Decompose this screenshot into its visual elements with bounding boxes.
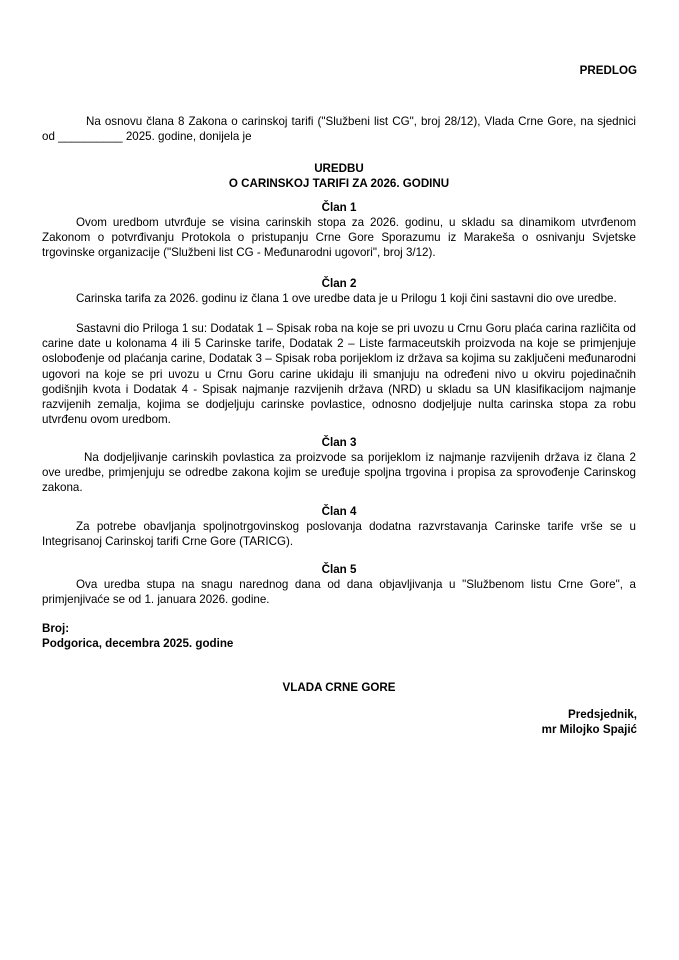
place-date: Podgorica, decembra 2025. godine (42, 637, 234, 650)
article-3-heading: Član 3 (321, 436, 357, 449)
article-2-paragraph-2: Sastavni dio Priloga 1 su: Dodatak 1 – Spisak roba na koje se pri uvozu u Crnu Goru plaća carina različita od carine date u kolonama 4 ili 5 Carinske tarife, Dodatak 2 – Liste farmaceutskih proizvoda na koje se primjenjuje oslobođenje od plaćanja carine, Dodatak 3 – Spisak roba porijeklom iz država sa kojima su zaključeni međunarodni ugovori na koje se pri uvozu u Crnu Goru carine ukidaju ili smanjuju na određeni nivo u okviru pojedinačnih godišnjih kvota i Dodatak 4 - Spisak najmanje razvijenih država (NRD) u skladu sa UN klasifikacijom najmanje razvijenih zemalja, kojima se dodjeljuju carinske povlastice, odnosno dodjeljuje nulta carinska stopa za robu utvrđenu ovom uredbom. (42, 322, 636, 427)
article-5-heading: Član 5 (321, 563, 357, 576)
article-1-paragraph-1: Ovom uredbom utvrđuje se visina carinskih stopa za 2026. godinu, u skladu sa dinamikom utvrđenom Zakonom o potvrđivanju Protokola o pristupanju Crne Gore Sporazumu iz Marakeša o osnivanju Svjetske trgovinske organizacije ("Službeni list CG - Međunarodni ugovori", broj 3/12). (42, 216, 636, 260)
article-3-paragraph-1: Na dodjeljivanje carinskih povlastica za proizvode sa porijeklom iz najmanje razvijenih država iz člana 2 ove uredbe, primjenjuju se odredbe zakona kojim se uređuje spoljna trgovina i propisa za sprovođenje Carinskog zakona. (42, 451, 636, 495)
article-2-paragraph-1: Carinska tarifa za 2026. godinu iz člana 1 ove uredbe data je u Prilogu 1 koji čini sastavni dio ove uredbe. (76, 292, 617, 305)
broj-label: Broj: (42, 622, 70, 635)
preamble: Na osnovu člana 8 Zakona o carinskoj tarifi ("Službeni list CG", broj 28/12), Vlada Crne Gore, na sjednici od __________ 2025. godine, donijela je (42, 115, 636, 144)
article-2-heading: Član 2 (321, 277, 357, 290)
signatory-name: mr Milojko Spajić (541, 723, 637, 736)
title-line-1: UREDBU (314, 162, 364, 175)
predlog-marker: PREDLOG (579, 64, 637, 77)
title-line-2: O CARINSKOJ TARIFI ZA 2026. GODINU (228, 177, 450, 190)
article-5-paragraph-1: Ova uredba stupa na snagu narednog dana od dana objavljivanja u "Službenom listu Crne Gore", a primjenjivaće se od 1. januara 2026. godine. (42, 578, 636, 607)
article-4-paragraph-1: Za potrebe obavljanja spoljnotrgovinskog poslovanja dodatna razvrstavanja Carinske tarife vrše se u Integrisanoj Carinskoj tarifi Crne Gore (TARICG). (42, 520, 636, 549)
government-name: VLADA CRNE GORE (282, 681, 396, 694)
article-4-heading: Član 4 (321, 505, 357, 518)
signatory-role: Predsjednik, (568, 708, 637, 721)
article-1-heading: Član 1 (321, 201, 357, 214)
